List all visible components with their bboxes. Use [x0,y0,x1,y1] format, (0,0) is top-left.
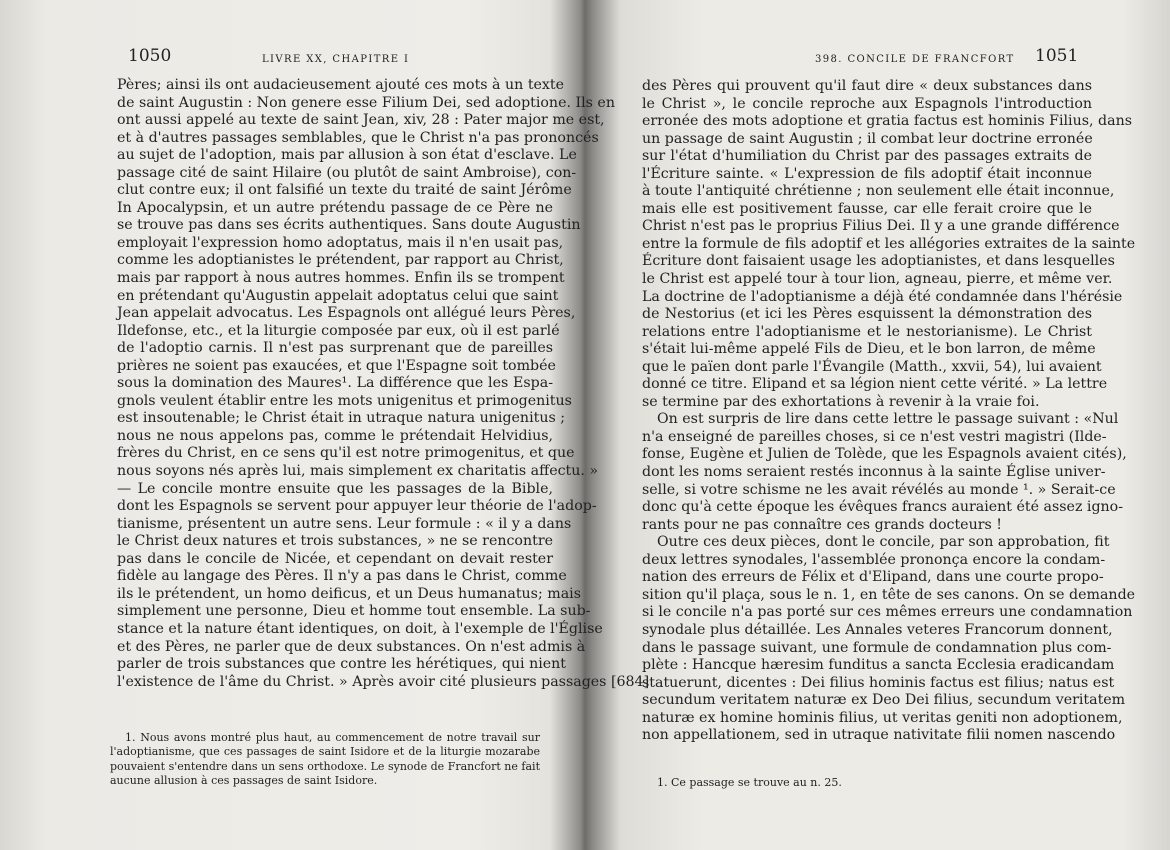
text-line: pas dans le concile de Nicée, et cependant on devait rester [117,550,553,567]
text-line: entre la formule de fils adoptif et les allégories extraites de la sainte [642,235,1136,252]
text-line: relations entre l'adoptianisme et le nestorianisme). Le Christ [642,323,1092,340]
text-line: donc qu'à cette époque les évêques francs auraient été assez igno- [642,499,1124,516]
text-line: statuerunt, dicentes : Dei filius hominis factus est filius; natus est [642,674,1115,691]
text-line: en prétendant qu'Augustin appelait adoptatus celui que saint [117,287,559,304]
text-line: On est surpris de lire dans cette lettre le passage suivant : «Nul [657,411,1119,428]
text-line: comme les adoptianistes le prétendent, par rapport au Christ, [117,252,564,269]
text-line: La doctrine de l'adoptianisme a déjà été condamnée dans l'hérésie [642,288,1123,305]
footnote [642,776,1082,790]
text-line: nous soyons nés après lui, mais simplement ex charitatis affectu. » [117,463,599,480]
text-line: employait l'expression homo adoptatus, mais il n'en usait pas, [117,234,564,251]
text-line: mais par rapport à nous autres hommes. Enfin ils se trompent [117,270,565,287]
text-line: ont aussi appelé au texte de saint Jean, xiv, 28 : Pater major me est, [117,112,605,129]
running-title: LIVRE XX, CHAPITRE I [262,54,410,65]
footnote [110,731,540,788]
footnote-line: 1. Nous avons montré plus haut, au commencement de notre travail sur [125,731,540,744]
text-line: l'Écriture sainte. « L'expression de fils adoptif était inconnue [642,165,1092,182]
text-line: nation des erreurs de Félix et d'Elipand, dans une courte propo- [642,569,1104,586]
text-line: Christ n'est pas le proprius Filius Dei. Il y a une grande différence [642,218,1120,235]
text-line: sous la domination des Maures¹. La différence que les Espa- [117,375,553,392]
text-line: In Apocalypsin, et un autre prétendu passage de ce Père ne [117,199,553,216]
page-number: 1051 [1035,46,1079,66]
text-line: le Christ est appelé tour à tour lion, agneau, pierre, et même ver. [642,271,1113,288]
text-line: l'existence de l'âme du Christ. » Après avoir cité plusieurs passages [684] [117,673,650,690]
text-line: n'a enseigné de pareilles choses, si ce n'est vestri magistri (Ilde- [642,428,1107,445]
text-line: ils le prétendent, un homo deificus, et un Deus humanatus; mais [117,585,581,602]
text-line: — Le concile montre ensuite que les passages de la Bible, [117,480,553,497]
text-line: que le païen dont parle l'Évangile (Matth., xxvii, 54), lui avaient [642,358,1102,375]
text-line: fonse, Eugène et Julien de Tolède, que les Espagnols avaient cités), [642,446,1127,463]
footnote-line: l'adoptianisme, que ces passages de saint Isidore et de la liturgie mozarabe [110,745,540,759]
text-line: secundum veritatem naturæ ex Deo Dei filius, secundum veritatem [642,692,1126,709]
text-line: gnols veulent établir entre les mots unigenitus et primogenitus [117,392,572,409]
text-line: de l'adoptio carnis. Il n'est pas surprenant que de pareilles [117,340,553,357]
text-line: s'était lui-même appelé Fils de Dieu, et le bon larron, de même [642,341,1096,358]
text-line: donné ce titre. Elipand et sa légion nient cette vérité. » La lettre [642,376,1108,393]
text-line: des Pères qui prouvent qu'il faut dire « deux substances dans [642,78,1092,94]
text-line: selle, si votre schisme ne les avait révélés au monde ¹. » Serait-ce [642,481,1116,498]
footnote-line: aucune allusion à ces passages de saint Isidore. [110,773,378,787]
text-line: le Christ », le concile reproche aux Espagnols l'introduction [642,95,1092,112]
text-line: synodale plus détaillée. Les Annales veteres Francorum donnent, [642,621,1113,638]
text-line: simplement une personne, Dieu et homme tout ensemble. La sub- [117,603,591,620]
page-number: 1050 [128,46,172,66]
text-line: tianisme, présentent un autre sens. Leur formule : « il y a dans [117,515,572,532]
text-line: rants pour ne pas connaître ces grands docteurs ! [642,516,1002,533]
text-line: Outre ces deux pièces, dont le concile, par son approbation, fit [657,534,1110,551]
text-line: au sujet de l'adoption, mais par allusion à son état d'esclave. Le [117,147,577,164]
text-line: à toute l'antiquité chrétienne ; non seulement elle était inconnue, [642,183,1115,200]
text-line: Écriture dont faisaient usage les adoptianistes, et dans lesquelles [642,253,1115,270]
text-line: naturæ ex homine hominis filius, ut veritas geniti non adoptionem, [642,709,1123,726]
text-line: passage cité de saint Hilaire (ou plutôt de saint Ambroise), con- [117,164,577,181]
text-line: non appellationem, sed in utraque nativitate filii nomen nascendo [642,727,1116,744]
body-text [642,78,1136,745]
text-line: dans le passage suivant, une formule de condamnation plus com- [642,639,1112,656]
text-line: sition qu'il plaça, sous le n. 1, en tête de ses canons. On se demande [642,586,1136,603]
text-line: de saint Augustin : Non genere esse Filium Dei, sed adoptione. Ils en [117,94,615,111]
text-line: et des Pères, ne parler que de deux substances. On n'est admis à [117,638,586,655]
text-line: si le concile n'a pas porté sur ces mêmes erreurs une condamnation [642,604,1133,621]
text-line: clut contre eux; il ont falsifié un texte du traité de saint Jérôme [117,182,572,199]
text-line: un passage de saint Augustin ; il combat leur doctrine erronée [642,130,1093,147]
text-line: Jean appelait advocatus. Les Espagnols ont allégué leurs Pères, [117,305,576,322]
text-line: se termine par des exhortations à revenir à la vraie foi. [642,393,1040,410]
text-line: mais elle est positivement fausse, car elle ferait croire que le [642,200,1092,217]
right-page [585,0,1170,850]
text-line: plète : Hancque hæresim funditus a sancta Ecclesia eradicandam [642,657,1115,674]
text-line: parler de trois substances que contre les hérétiques, qui nient [117,656,567,673]
text-line: Ildefonse, etc., et la liturgie composée par eux, où il est parlé [117,322,560,339]
text-line: se trouve pas dans ses écrits authentiques. Sans doute Augustin [117,217,581,234]
text-line: erronée des mots adoptione et gratia factus est hominis Filius, dans [642,113,1132,130]
text-line: stance et la nature étant identiques, on doit, à l'exemple de l'Église [117,620,603,637]
footnote-line: pouvaient s'entendre dans un sens orthodoxe. Le synode de Francfort ne fait [110,759,540,773]
text-line: nous ne nous appelons pas, comme le prétendait Helvidius, [117,427,553,444]
text-line: le Christ deux natures et trois substances, » ne se rencontre [117,533,553,550]
running-title: 398. CONCILE DE FRANCFORT [815,54,1015,65]
text-line: est insoutenable; le Christ était in utraque natura unigenitus ; [117,410,566,427]
text-line: dont les Espagnols se servent pour appuyer leur théorie de l'adop- [117,498,597,515]
text-line: fidèle au langage des Pères. Il n'y a pas dans le Christ, comme [117,568,567,585]
text-line: sur l'état d'humiliation du Christ par des passages extraits de [642,148,1092,165]
body-text [117,77,650,691]
text-line: de Nestorius (et ici les Pères esquissent la démonstration des [642,306,1092,323]
text-line: prières ne soient pas exaucées, et que l'Espagne soit tombée [117,357,556,374]
footnote-line: 1. Ce passage se trouve au n. 25. [657,776,842,789]
text-line: frères du Christ, en ce sens qu'il est notre primogenitus, et que [117,445,575,462]
text-line: Pères; ainsi ils ont audacieusement ajouté ces mots à un texte [117,77,565,93]
text-line: et à d'autres passages semblables, que le Christ n'a pas prononcés [117,129,599,146]
text-line: dont les noms seraient restés inconnus à la sainte Église univer- [642,464,1106,481]
text-line: deux lettres synodales, l'assemblée prononça encore la condam- [642,551,1106,568]
